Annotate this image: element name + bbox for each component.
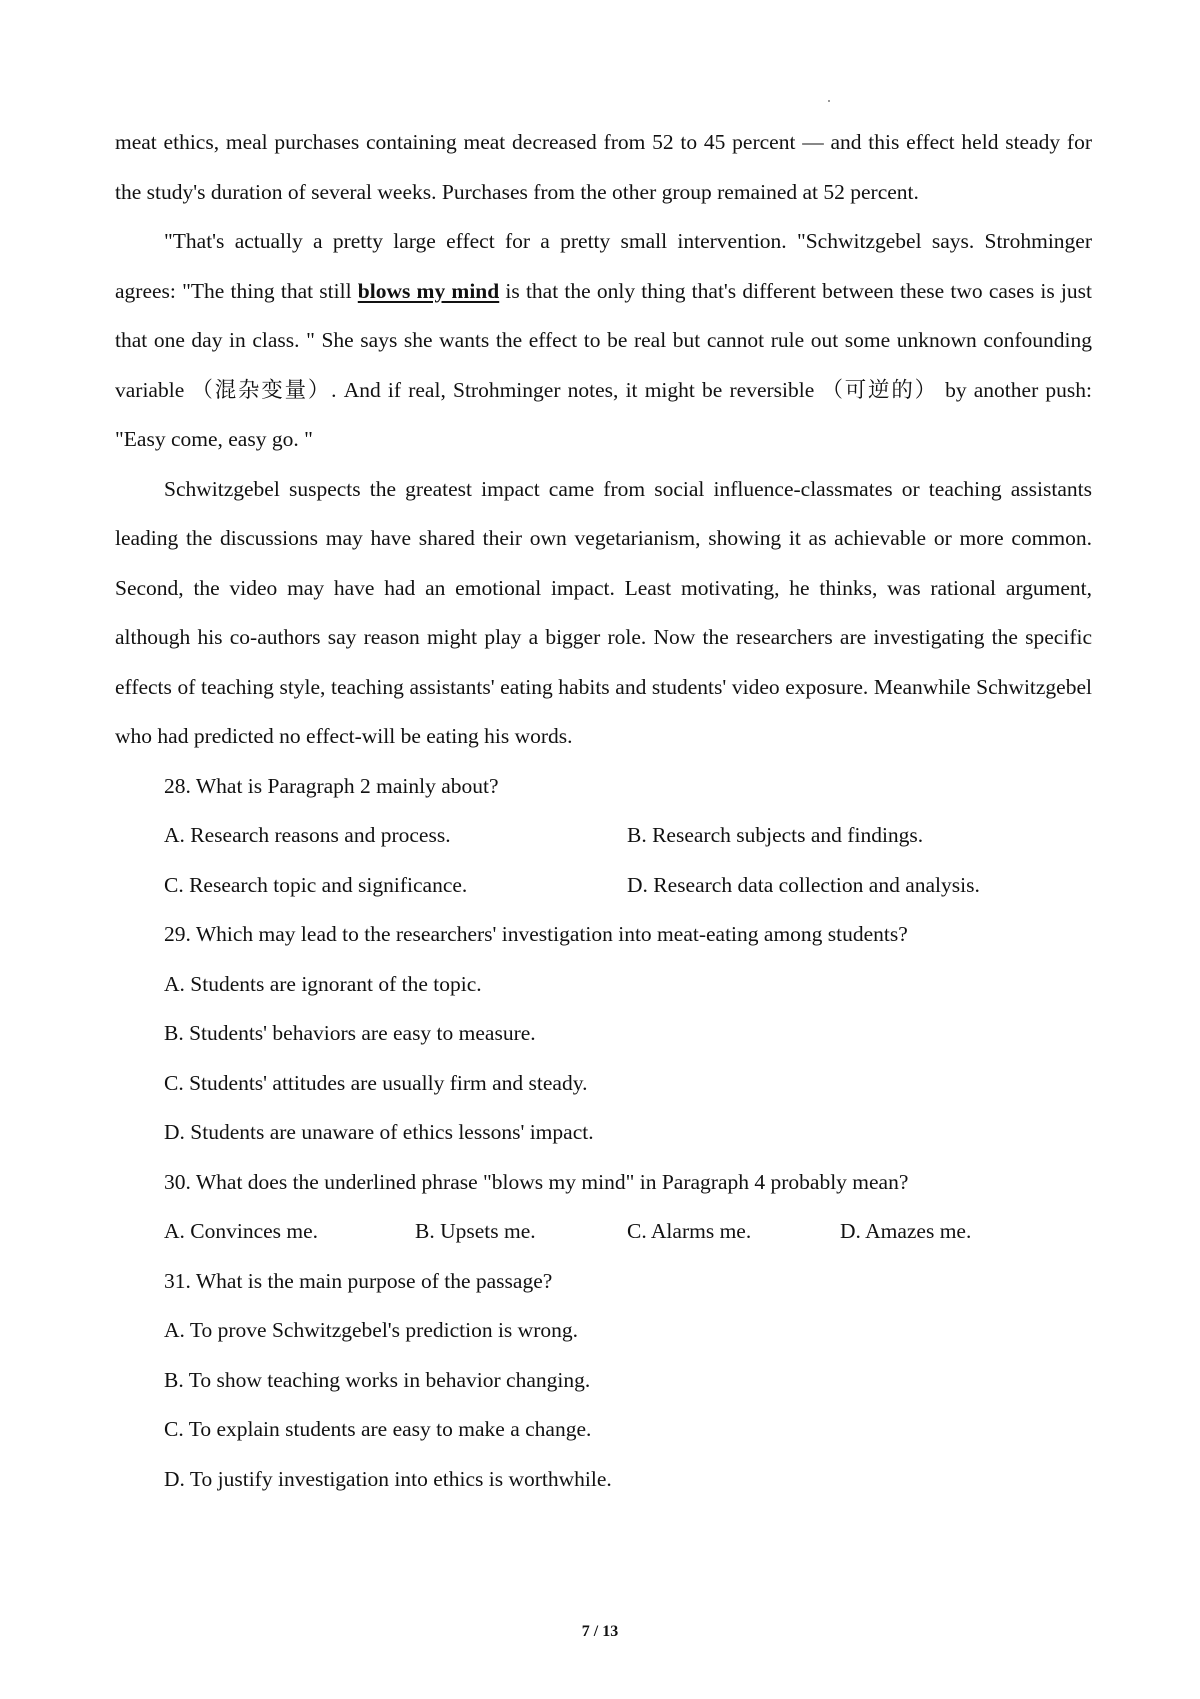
option-30-a: A. Convinces me. — [164, 1219, 319, 1243]
option-31-c: C. To explain students are easy to make a change. — [164, 1417, 592, 1441]
question-28-options-row-2 — [164, 861, 1092, 911]
scan-speck — [828, 100, 830, 102]
paragraph-2 — [115, 217, 1092, 465]
option-28-a: A. Research reasons and process. — [164, 823, 451, 847]
option-29-c: C. Students' attitudes are usually firm and steady. — [164, 1070, 588, 1095]
option-29-b: B. Students' behaviors are easy to measure. — [164, 1021, 536, 1045]
question-28-options-row-1 — [164, 811, 1092, 861]
option-31-b: B. To show teaching works in behavior changing. — [164, 1367, 591, 1392]
option-29-d: D. Students are unaware of ethics lessons' impact. — [164, 1120, 594, 1144]
question-30-options-row — [164, 1207, 1092, 1257]
paragraph-2-text-end: is that the only thing that's different between these two cases is just that one day in class. " She says she wants the effect to be real but cannot rule out some unknown confounding variable （混杂变量）. And if real, Strohminger notes, it might be reversible （可逆的） by another push: "Easy come, easy go. " — [115, 278, 1092, 451]
option-30-d: D. Amazes me. — [840, 1219, 972, 1243]
question-31: 31. What is the main purpose of the passage? — [164, 1268, 553, 1293]
question-block — [164, 762, 1092, 1505]
option-28-c: C. Research topic and significance. — [164, 872, 468, 897]
question-30: 30. What does the underlined phrase "blows my mind" in Paragraph 4 probably mean? — [164, 1169, 909, 1194]
option-31-a: A. To prove Schwitzgebel's prediction is wrong. — [164, 1318, 578, 1342]
question-28: 28. What is Paragraph 2 mainly about? — [164, 773, 499, 798]
option-28-b: B. Research subjects and findings. — [627, 823, 924, 847]
underlined-phrase: blows my mind — [357, 278, 500, 303]
option-31-d: D. To justify investigation into ethics is worthwhile. — [164, 1466, 612, 1491]
paragraph-3: Schwitzgebel suspects the greatest impact came from social influence-classmates or teaching assistants leading the discussions may have shared their own vegetarianism, showing it as achievable or more common. Second, the video may have had an emotional impact. Least motivating, he thinks, was rational argument, although his co-authors say reason might play a bigger role. Now the researchers are investigating the specific effects of teaching style, teaching assistants' eating habits and students' video exposure. Meanwhile Schwitzgebel who had predicted no effect-will be eating his words. — [115, 476, 1092, 748]
question-29: 29. Which may lead to the researchers' investigation into meat-eating among students? — [164, 922, 908, 946]
paragraph-1: meat ethics, meal purchases containing meat decreased from 52 to 45 percent — and this effect held steady for the study's duration of several weeks. Purchases from the other group remained at 52 percent. — [115, 130, 1092, 204]
page-number: 7 / 13 — [581, 1623, 619, 1640]
paragraph-2-text-start: "That's actually a pretty large effect for a pretty small intervention. "Schwitzgebel says. Strohminger agrees: "The thing that still — [115, 229, 1092, 303]
option-28-d: D. Research data collection and analysis. — [627, 872, 980, 897]
option-30-c: C. Alarms me. — [627, 1219, 752, 1243]
option-29-a: A. Students are ignorant of the topic. — [164, 971, 482, 996]
option-30-b: B. Upsets me. — [415, 1219, 536, 1243]
document-page — [115, 118, 1092, 1504]
